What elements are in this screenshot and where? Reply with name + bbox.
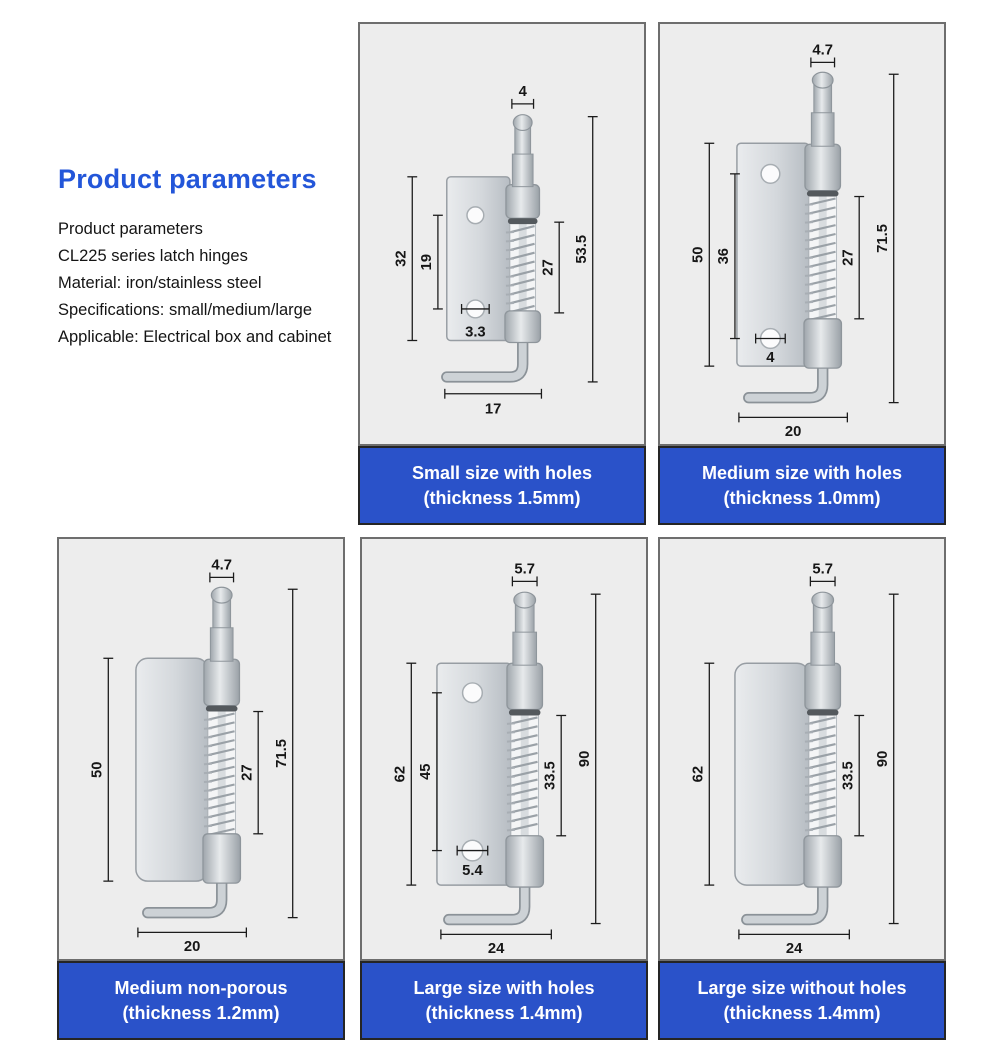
hinge-diagram bbox=[660, 539, 944, 959]
lower-block bbox=[804, 836, 841, 887]
caption-title: Medium size with holes bbox=[701, 463, 903, 483]
dim-spring-length bbox=[840, 715, 864, 835]
plate-hole bbox=[467, 207, 484, 224]
product-parameters-intro bbox=[58, 164, 368, 356]
dim-plate-height-label: 62 bbox=[690, 765, 707, 783]
dim-total-height bbox=[274, 589, 298, 917]
hinge-drawing-area bbox=[57, 537, 345, 961]
latch-rod bbox=[447, 340, 523, 377]
dim-spring-length-label: 27 bbox=[239, 764, 256, 781]
pin-shaft-lower bbox=[811, 113, 834, 146]
dim-plate-height bbox=[392, 663, 416, 885]
pin-cap bbox=[812, 592, 834, 608]
dim-total-height bbox=[574, 117, 598, 382]
dim-slot-width-label: 5.4 bbox=[462, 863, 483, 880]
dim-base-width bbox=[445, 389, 542, 418]
dim-pin-diameter bbox=[811, 43, 835, 68]
pin-shaft-lower bbox=[513, 632, 537, 665]
caption-title: Small size with holes bbox=[411, 463, 593, 483]
dim-plate-height bbox=[690, 143, 714, 366]
dim-hole-span-label: 19 bbox=[419, 253, 436, 271]
dim-base-width bbox=[138, 927, 246, 955]
dim-total-height-label: 90 bbox=[874, 750, 891, 768]
hinge-drawing-area bbox=[360, 537, 648, 961]
dim-total-height-label: 90 bbox=[576, 750, 593, 768]
dim-hole-span-label: 36 bbox=[716, 247, 733, 265]
dim-spring-length bbox=[840, 197, 864, 319]
intro-line-2: CL225 series latch hinges bbox=[58, 247, 248, 265]
caption-title: Large size with holes bbox=[413, 978, 595, 998]
spring-washer bbox=[807, 710, 839, 716]
panel-caption bbox=[658, 446, 946, 525]
plate-hole bbox=[463, 683, 483, 703]
dim-pin-diameter-label: 4.7 bbox=[211, 557, 232, 574]
hinge-diagram bbox=[362, 539, 646, 959]
caption-subtitle: (thickness 1.5mm) bbox=[423, 488, 581, 508]
panel-small-with-holes bbox=[358, 22, 646, 525]
dim-plate-height-label: 50 bbox=[89, 761, 106, 778]
panel-large-without-holes bbox=[658, 537, 946, 1040]
pin-collar bbox=[507, 663, 543, 709]
spring-washer bbox=[508, 218, 538, 224]
dim-plate-height-label: 50 bbox=[690, 246, 707, 263]
intro-line-5: Applicable: Electrical box and cabinet bbox=[58, 328, 332, 346]
caption-title: Medium non-porous bbox=[114, 978, 288, 998]
dim-base-width-label: 24 bbox=[487, 941, 505, 958]
dim-spring-length-label: 33.5 bbox=[840, 761, 857, 791]
dim-pin-diameter bbox=[512, 561, 537, 586]
hinge-plate bbox=[136, 658, 208, 881]
lower-block bbox=[506, 836, 543, 887]
dim-pin-diameter bbox=[512, 84, 534, 109]
dim-plate-height bbox=[89, 658, 113, 881]
dim-base-width-label: 20 bbox=[784, 424, 802, 441]
dim-pin-diameter-label: 5.7 bbox=[812, 561, 833, 578]
dim-spring-length bbox=[540, 222, 564, 313]
intro-line-1: Product parameters bbox=[58, 220, 203, 238]
dim-base-width bbox=[739, 929, 849, 957]
hinge-drawing-area bbox=[358, 22, 646, 446]
dim-hole-span-label: 45 bbox=[418, 763, 435, 780]
panel-medium-with-holes bbox=[658, 22, 946, 525]
hinge-drawing-area bbox=[658, 537, 946, 961]
latch-rod bbox=[749, 365, 823, 398]
caption-subtitle: (thickness 1.2mm) bbox=[122, 1003, 280, 1023]
pin-cap bbox=[812, 72, 833, 88]
dim-total-height bbox=[875, 594, 899, 923]
hinge-diagram bbox=[59, 539, 343, 959]
panel-caption bbox=[658, 961, 946, 1040]
dim-total-height-label: 53.5 bbox=[573, 234, 590, 264]
hinge-diagram bbox=[660, 24, 944, 444]
dim-slot-width-label: 3.3 bbox=[465, 324, 486, 341]
pin-cap bbox=[513, 115, 532, 131]
dim-pin-diameter-label: 4.7 bbox=[812, 42, 833, 59]
spring-washer bbox=[206, 706, 238, 712]
dim-base-width bbox=[739, 412, 847, 440]
caption-subtitle: (thickness 1.4mm) bbox=[425, 1003, 583, 1023]
dim-total-height bbox=[577, 594, 601, 923]
dim-hole-span bbox=[419, 215, 443, 309]
pin-collar bbox=[805, 144, 841, 190]
dim-total-height bbox=[875, 74, 899, 402]
panel-caption bbox=[358, 446, 646, 525]
dim-pin-diameter-label: 5.7 bbox=[514, 561, 535, 578]
dim-slot-width-label: 4 bbox=[766, 350, 775, 367]
dim-pin-diameter bbox=[810, 561, 835, 586]
dim-pin-diameter bbox=[210, 558, 234, 583]
hinge-plate bbox=[735, 663, 809, 885]
caption-title: Large size without holes bbox=[697, 978, 907, 998]
hinge-drawing-area bbox=[658, 22, 946, 446]
intro-heading: Product parameters bbox=[58, 164, 317, 194]
dim-base-width-label: 20 bbox=[183, 939, 201, 956]
dim-spring-length bbox=[542, 715, 566, 835]
pin-collar bbox=[805, 663, 841, 709]
dim-spring-length-label: 33.5 bbox=[542, 761, 559, 791]
pin-collar bbox=[204, 659, 240, 705]
panel-caption bbox=[57, 961, 345, 1040]
dim-plate-height bbox=[393, 177, 417, 341]
latch-rod bbox=[449, 884, 525, 920]
dim-total-height-label: 71.5 bbox=[874, 224, 891, 253]
pin-shaft-lower bbox=[512, 154, 533, 187]
dim-plate-height-label: 62 bbox=[392, 765, 409, 783]
latch-rod bbox=[747, 884, 823, 920]
intro-line-4: Specifications: small/medium/large bbox=[58, 301, 313, 319]
dim-base-width bbox=[441, 929, 551, 957]
lower-block bbox=[203, 834, 240, 883]
pin-cap bbox=[211, 587, 232, 603]
intro-line-3: Material: iron/stainless steel bbox=[58, 274, 262, 292]
dim-spring-length-label: 27 bbox=[840, 249, 857, 266]
lower-block bbox=[804, 319, 841, 368]
dim-spring-length-label: 27 bbox=[540, 259, 557, 276]
pin-shaft-lower bbox=[210, 628, 233, 661]
spring-washer bbox=[509, 710, 541, 716]
dim-base-width-label: 24 bbox=[785, 941, 803, 958]
hinge-diagram bbox=[360, 24, 644, 444]
panel-large-with-holes bbox=[360, 537, 648, 1040]
pin-cap bbox=[514, 592, 536, 608]
plate-hole bbox=[761, 164, 780, 183]
lower-block bbox=[505, 311, 541, 343]
panel-medium-non-porous bbox=[57, 537, 345, 1040]
pin-collar bbox=[506, 185, 540, 219]
panel-caption bbox=[360, 961, 648, 1040]
dim-plate-height bbox=[690, 663, 714, 885]
dim-base-width-label: 17 bbox=[484, 401, 502, 418]
dim-total-height-label: 71.5 bbox=[273, 739, 290, 768]
caption-subtitle: (thickness 1.0mm) bbox=[723, 488, 881, 508]
spring-washer bbox=[807, 191, 839, 197]
pin-shaft-lower bbox=[811, 632, 835, 665]
latch-rod bbox=[148, 880, 222, 913]
dim-spring-length bbox=[239, 712, 263, 834]
caption-subtitle: (thickness 1.4mm) bbox=[723, 1003, 881, 1023]
dim-pin-diameter-label: 4 bbox=[518, 83, 527, 100]
dim-plate-height-label: 32 bbox=[393, 250, 410, 267]
